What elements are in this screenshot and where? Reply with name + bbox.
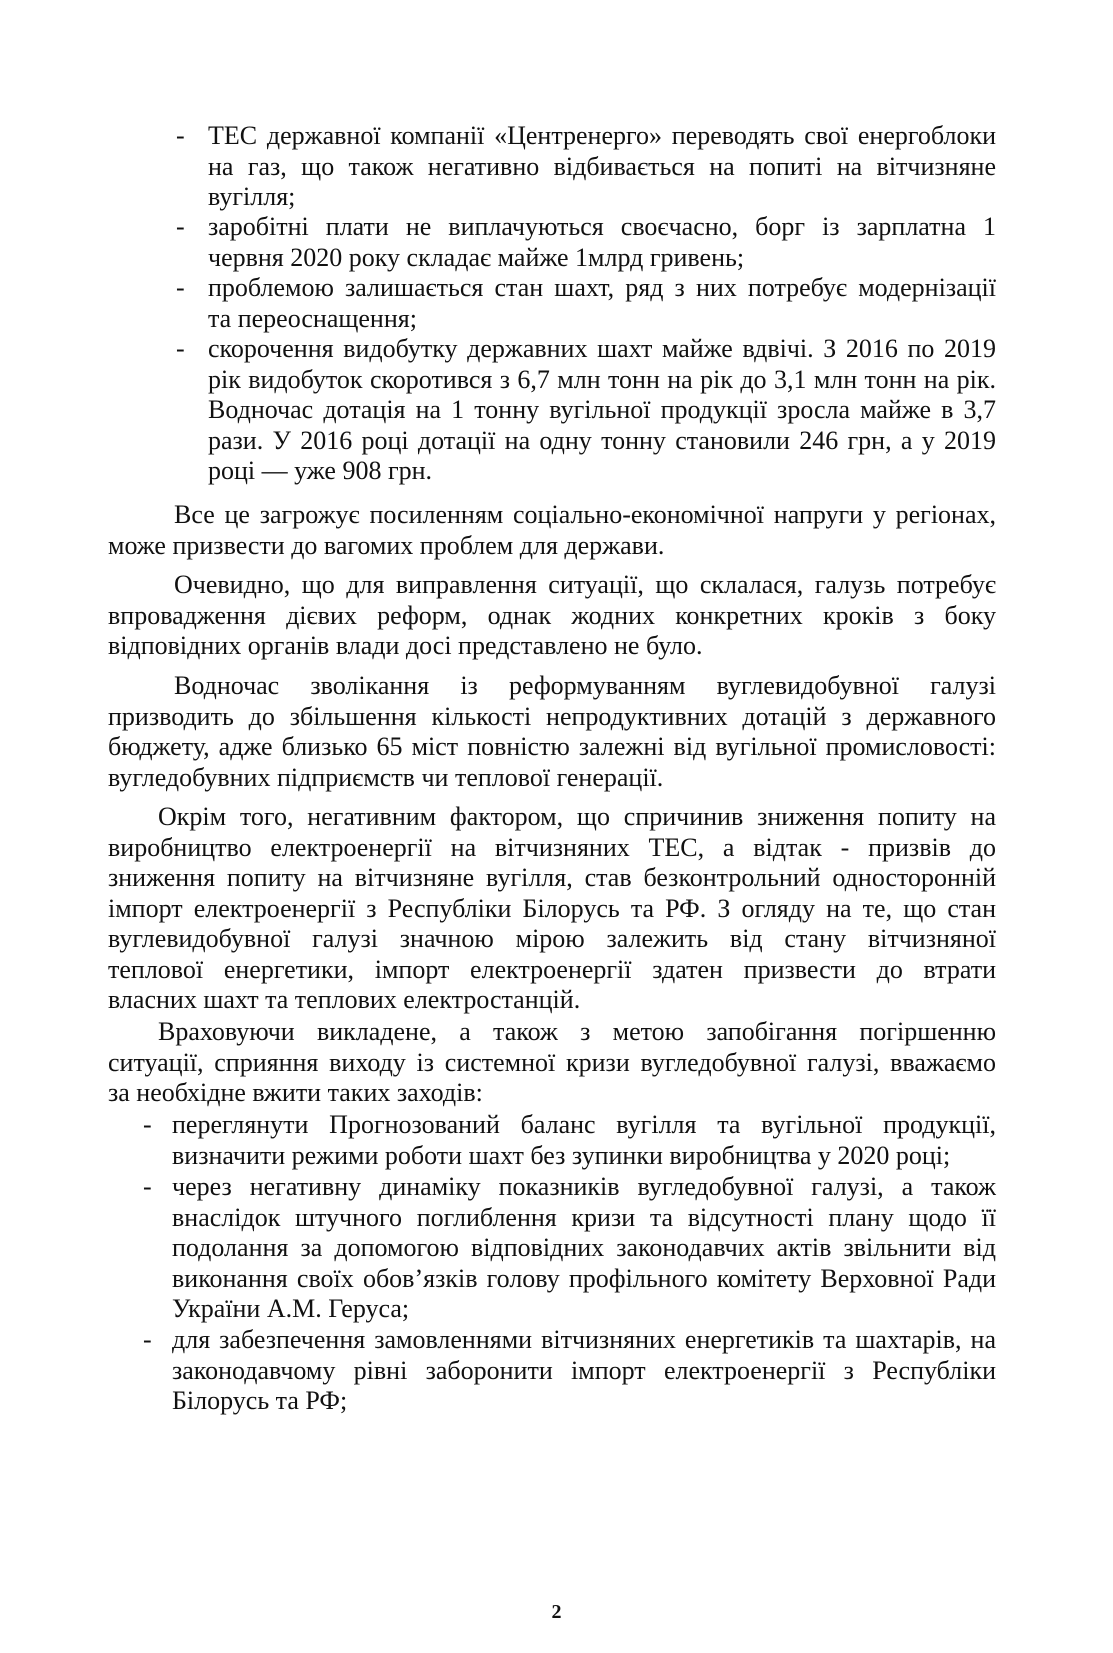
list-item-line: році — уже 908 грн. — [208, 456, 433, 485]
list-item — [208, 212, 996, 273]
list-item-line: та переоснащення; — [208, 303, 417, 333]
paragraph-line: може призвести до вагомих проблем для держави. — [108, 530, 665, 560]
list-item-line: для забезпечення замовленнями вітчизняних енергетиків та шахтарів, на — [172, 1325, 996, 1354]
paragraph-line: призводить до збільшення кількості непродуктивних дотацій з державного — [108, 701, 996, 731]
page-number: 2 — [551, 1601, 562, 1623]
list-item — [208, 273, 996, 334]
bullet-dash: - — [176, 273, 185, 302]
paragraph-line: імпорт електроенергії з Республіки Білорусь та РФ. З огляду на те, що стан — [108, 893, 996, 923]
paragraph-line: виробництво електроенергії на вітчизняних ТЕС, а відтак - призвів до — [108, 832, 996, 862]
paragraph — [108, 570, 996, 662]
list-item-line: червня 2020 року складає майже 1млрд гривень; — [208, 242, 745, 272]
list-item-line: вугілля; — [208, 182, 296, 211]
list-item-line: на газ, що також негативно відбивається на попиті на вітчизняне — [208, 151, 996, 181]
paragraph — [108, 671, 996, 793]
paragraph-line: вуглевидобувної галузі значною мірою залежить від стану вітчизняної — [108, 924, 996, 953]
list-item-line: ТЕС державної компанії «Центренерго» переводять свої енергоблоки — [208, 121, 996, 150]
bullet-dash: - — [176, 334, 185, 363]
paragraph-line: власних шахт та теплових електростанцій. — [108, 985, 581, 1014]
paragraph-line: Очевидно, що для виправлення ситуації, що склалася, галузь потребує — [174, 570, 996, 599]
paragraph-line: Окрім того, негативним фактором, що спричинив зниження попиту на — [158, 802, 996, 831]
list-item — [172, 1172, 996, 1325]
list-item — [172, 1110, 996, 1171]
paragraph-line: Враховуючи викладене, а також з метою запобігання погіршенню — [158, 1017, 996, 1046]
list-item-line: України А.М. Геруса; — [172, 1294, 410, 1323]
list-item — [208, 334, 996, 487]
paragraph-line: впровадження дієвих реформ, однак жодних конкретних кроків з боку — [108, 600, 996, 630]
bullet-dash: - — [143, 1110, 152, 1139]
list-item-line: через негативну динаміку показників вугледобувної галузі, а також — [172, 1172, 996, 1201]
list-item — [172, 1325, 996, 1417]
list-item-line: подолання за допомогою відповідних законодавчих актів звільнити від — [172, 1233, 996, 1262]
paragraph-line: відповідних органів влади досі представлено не було. — [108, 631, 703, 660]
paragraph-line: ситуації, сприяння виходу із системної кризи вугледобувної галузі, вважаємо — [108, 1047, 996, 1077]
list-item-line: Водночас дотація на 1 тонну вугільної продукції зросла майже в 3,7 — [208, 395, 996, 424]
list-item-line: проблемою залишається стан шахт, ряд з них потребує модернізації — [208, 273, 996, 302]
list-item-line: внаслідок штучного поглиблення кризи та відсутності плану щодо її — [172, 1202, 996, 1232]
paragraph-line: Все це загрожує посиленням соціально-економічної напруги у регіонах, — [174, 500, 996, 529]
list-item-line: скорочення видобутку державних шахт майже вдвічі. З 2016 по 2019 — [208, 334, 996, 363]
paragraph-line: за необхідне вжити таких заходів: — [108, 1078, 483, 1107]
list-item-line: Білорусь та РФ; — [172, 1386, 348, 1415]
list-item-line: заробітні плати не виплачуються своєчасно, борг із зарплатна 1 — [208, 212, 996, 241]
paragraph-line: Водночас зволікання із реформуванням вуглевидобувної галузі — [174, 671, 996, 700]
paragraph-line: зниження попиту на вітчизняне вугілля, став безконтрольний односторонній — [108, 863, 996, 892]
bullet-dash: - — [143, 1172, 152, 1201]
paragraph — [108, 500, 996, 561]
paragraph-line: вугледобувних підприємств чи теплової генерації. — [108, 762, 664, 792]
list-item-line: виконання своїх обов’язків голову профільного комітету Верховної Ради — [172, 1263, 996, 1293]
paragraph-line: бюджету, адже близько 65 міст повністю залежні від вугільної промисловості: — [108, 732, 996, 761]
list-item-line: визначити режими роботи шахт без зупинки виробництва у 2020 році; — [172, 1140, 951, 1170]
list-item-line: законодавчому рівні заборонити імпорт електроенергії з Республіки — [172, 1355, 996, 1385]
bullet-dash: - — [176, 212, 185, 241]
bullet-dash: - — [176, 121, 185, 150]
list-item-line: переглянути Прогнозований баланс вугілля та вугільної продукції, — [172, 1110, 996, 1139]
bullet-dash: - — [143, 1325, 152, 1354]
list-item-line: рік видобуток скоротився з 6,7 млн тонн на рік до 3,1 млн тонн на рік. — [208, 364, 996, 394]
list-item — [208, 121, 996, 213]
paragraph — [108, 1017, 996, 1109]
paragraph — [108, 802, 996, 1016]
list-item-line: рази. У 2016 році дотації на одну тонну становили 246 грн, а у 2019 — [208, 425, 996, 455]
paragraph-line: теплової енергетики, імпорт електроенергії здатен призвести до втрати — [108, 954, 996, 984]
